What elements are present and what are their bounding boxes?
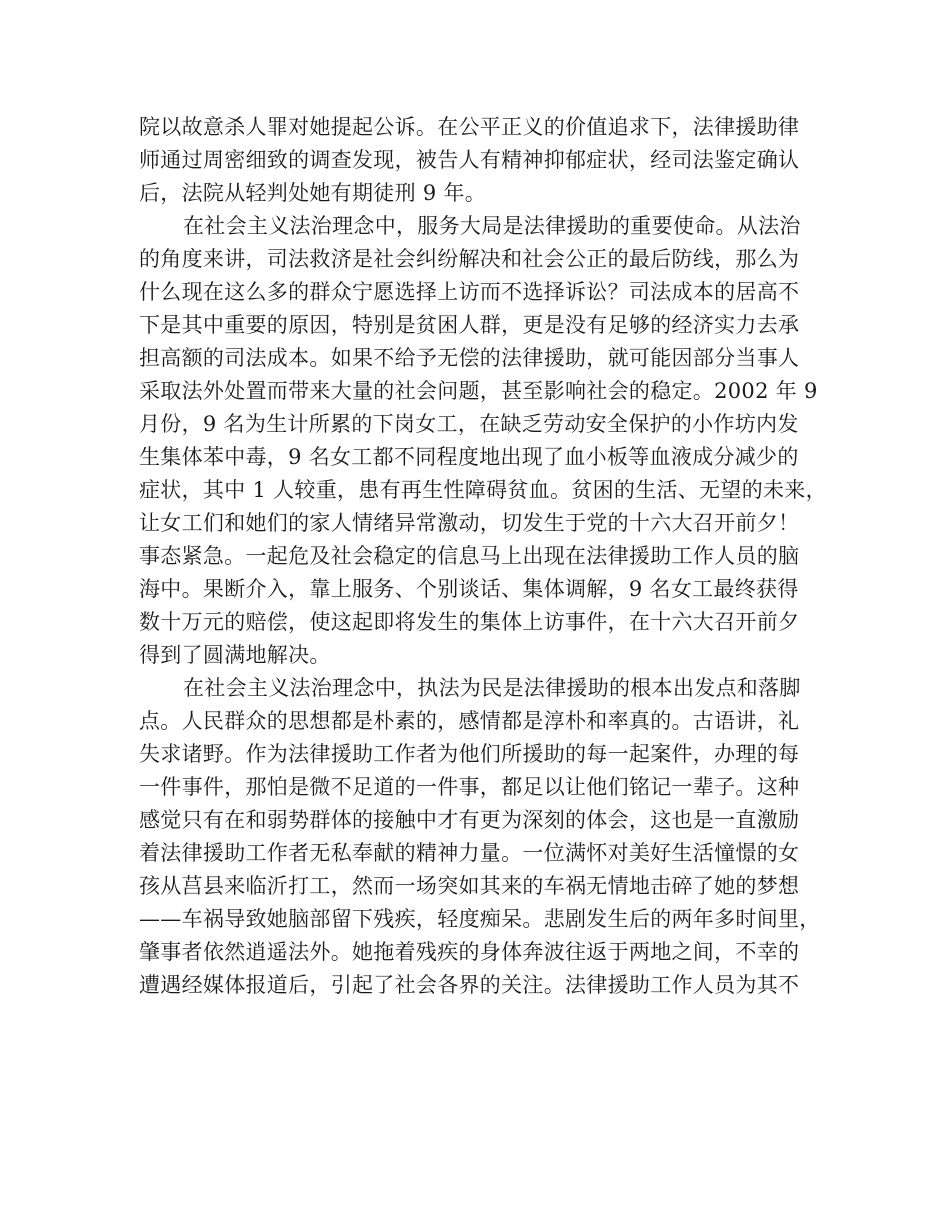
text-line: 什么现在这么多的群众宁愿选择上访而不选择诉讼？司法成本的居高不 [139,280,800,304]
text-line: 的角度来讲，司法救济是社会纠纷解决和社会公正的最后防线，那么为 [139,247,800,271]
text-line: 一件事件，那怕是微不足道的一件事，都足以让他们铭记一辈子。这种 [139,775,800,799]
text-line: 感觉只有在和弱势群体的接触中才有更为深刻的体会，这也是一直激励 [139,808,800,832]
text-line: 肇事者依然逍遥法外。她拖着残疾的身体奔波往返于两地之间，不幸的 [139,940,800,964]
text-line: 担高额的司法成本。如果不给予无偿的法律援助，就可能因部分当事人 [139,346,800,370]
text-line: 采取法外处置而带来大量的社会问题，甚至影响社会的稳定。2002 年 9 [139,379,818,403]
text-line: 孩从莒县来临沂打工，然而一场突如其来的车祸无情地击碎了她的梦想 [139,874,800,898]
text-line: 数十万元的赔偿，使这起即将发生的集体上访事件，在十六大召开前夕 [139,610,800,634]
text-line: 海中。果断介入，靠上服务、个别谈话、集体调解，9 名女工最终获得 [139,577,799,601]
text-line: 月份，9 名为生计所累的下岗女工，在缺乏劳动安全保护的小作坊内发 [139,412,799,436]
text-line: 遭遇经媒体报道后，引起了社会各界的关注。法律援助工作人员为其不 [139,973,800,997]
text-line: 着法律援助工作者无私奉献的精神力量。一位满怀对美好生活憧憬的女 [139,841,800,865]
text-line: 得到了圆满地解决。 [139,643,331,667]
text-line: 后，法院从轻判处她有期徒刑 9 年。 [139,181,487,205]
paragraph-start-line: 在社会主义法治理念中，执法为民是法律援助的根本出发点和落脚 [183,676,801,700]
text-line: 点。人民群众的思想都是朴素的，感情都是淳朴和率真的。古语讲，礼 [139,709,800,733]
text-line: 师通过周密细致的调查发现，被告人有精神抑郁症状，经司法鉴定确认 [139,148,800,172]
text-line: 失求诸野。作为法律援助工作者为他们所援助的每一起案件，办理的每 [139,742,800,766]
text-line: 症状，其中 1 人较重，患有再生性障碍贫血。贫困的生活、无望的未来， [139,478,827,502]
text-line: 院以故意杀人罪对她提起公诉。在公平正义的价值追求下，法律援助律 [139,115,800,139]
text-line: ——车祸导致她脑部留下残疾，轻度痴呆。悲剧发生后的两年多时间里， [139,907,821,931]
text-line: 事态紧急。一起危及社会稳定的信息马上出现在法律援助工作人员的脑 [139,544,800,568]
body-text [139,111,827,1002]
text-line: 下是其中重要的原因，特别是贫困人群，更是没有足够的经济实力去承 [139,313,800,337]
text-line: 让女工们和她们的家人情绪异常激动，切发生于党的十六大召开前夕！ [139,511,800,535]
paragraph-start-line: 在社会主义法治理念中，服务大局是法律援助的重要使命。从法治 [183,214,801,238]
text-line: 生集体苯中毒，9 名女工都不同程度地出现了血小板等血液成分减少的 [139,445,799,469]
